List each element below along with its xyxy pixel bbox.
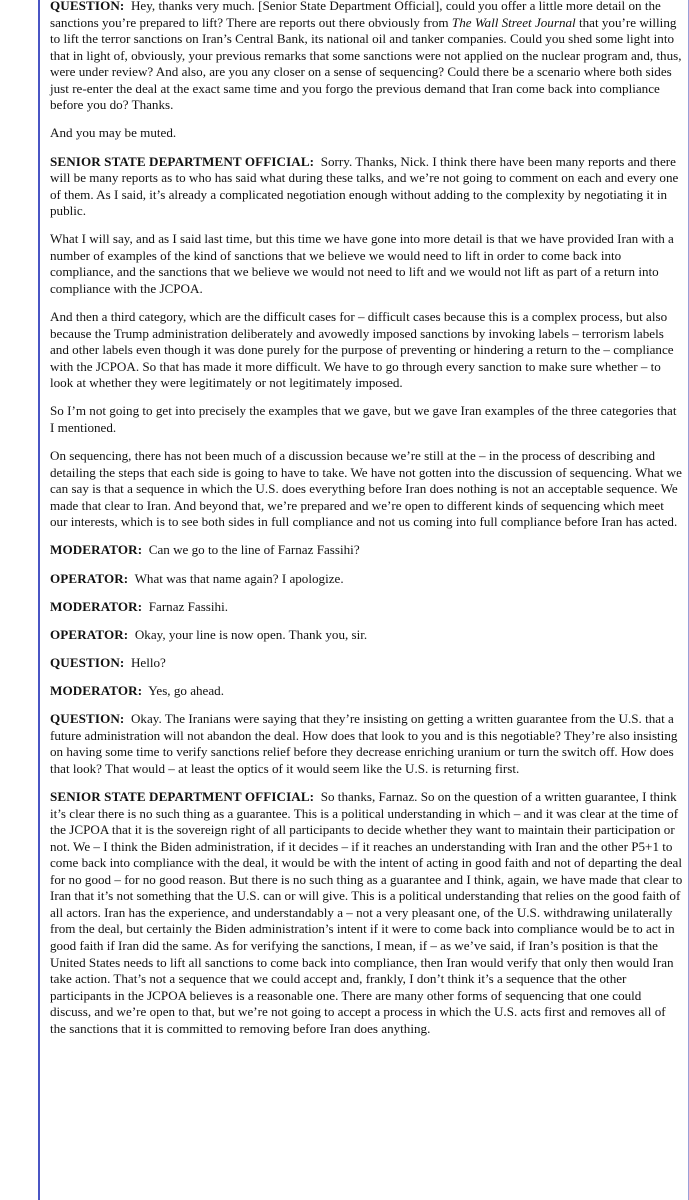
paragraph-text: What I will say, and as I said last time, but this time we have gone into more detail is that we have provided Iran with a number of examples of the kind of sanctions that we believe we would need to lift in order to come back into compliance, and the sanctions that we believe we would not need to lift and we would not lift as part of a return into compliance with the JCPOA. <box>50 231 674 296</box>
speaker-label: QUESTION: <box>50 0 125 13</box>
paragraph-text: So thanks, Farnaz. So on the question of a written guarantee, I think it’s clear there is no such thing as a guarantee. This is a political understanding in which – and it was clear at the time of the JCPOA that it is the sovereign right of all participants to decide whether they want to maintain their participation or not. We – I think the Biden administration, if it decides – if it reaches an understanding with Iran and the other P5+1 to come back into compliance with the deal, it would be with the intent of acting in good faith and not of departing the deal for no good – for no good reason. But there is no such thing as a guarantee and I think, again, we have made that clear to Iran that it’s not something that the U.S. can or will give. This is a political understanding that relies on the good faith of all actors. Iran has the experience, and understandably a – not a very pleasant one, of the U.S. withdrawing unilaterally from the deal, but certainly the Biden administration’s intent if it were to come back into compliance would be to act in good faith if Iran did the same. As for verifying the sanctions, I mean, if – as we’ve said, if Iran’s position is that the United States needs to lift all sanctions to come back into compliance, then Iran would verify that only then would Iran take action. That’s not a sequence that we could accept and, frankly, I don’t think it’s a sequence that the other participants in the JCPOA believes is a reasonable one. There are many other forms of sequencing that one could discuss, and we’re open to that, but we’re not going to accept a process in which the U.S. acts first and removes all of the sanctions that it is committed to removing before Iran does anything. <box>50 789 683 1036</box>
speaker-label: MODERATOR: <box>50 683 143 699</box>
transcript-paragraph <box>50 448 684 531</box>
transcript-paragraph <box>50 599 684 616</box>
transcript-page <box>50 0 684 1049</box>
paragraph-text: Okay. The Iranians were saying that they’re insisting on getting a written guarantee from the U.S. that a future administration will not abandon the deal. How does that look to you and is this negotiable? They’re also insisting on having some time to verify sanctions relief before they decrease enriching uranium or turn the switch off. How does that look? That would – at least the optics of it would seem like the U.S. is returning first. <box>50 711 678 776</box>
speaker-label: MODERATOR: <box>50 542 143 558</box>
transcript-paragraph <box>50 789 684 1037</box>
transcript-paragraph <box>50 683 684 700</box>
paragraph-text: On sequencing, there has not been much of a discussion because we’re still at the – in the process of describing and detailing the steps that each side is going to have to take. We have not gotten into the discussion of sequencing. What we can say is that a sequence in which the U.S. does everything before Iran does nothing is not an acceptable sequence. We made that clear to Iran. And beyond that, we’re prepared and we’re open to different kinds of sequencing which meet our interests, which is to see both sides in full compliance and not us coming into full compliance before Iran has acted. <box>50 448 682 530</box>
speaker-label: MODERATOR: <box>50 598 143 614</box>
transcript-paragraph <box>50 627 684 644</box>
speaker-label: OPERATOR: <box>50 570 129 586</box>
transcript-paragraph <box>50 309 684 392</box>
transcript-paragraph <box>50 655 684 672</box>
paragraph-text: Yes, go ahead. <box>148 683 225 699</box>
paragraph-text: Okay, your line is now open. Thank you, sir. <box>134 626 368 642</box>
paragraph-text: Sorry. Thanks, Nick. I think there have been many reports and there will be many reports as to who has said what during these talks, and we’re not going to comment on each and every one of them. As I said, it’s already a complicated negotiation enough without adding to the complexity by negotiating it in public. <box>50 153 679 219</box>
speaker-label: SENIOR STATE DEPARTMENT OFFICIAL: <box>50 153 315 169</box>
transcript-paragraph <box>50 542 684 559</box>
paragraph-text: And then a third category, which are the difficult cases for – difficult cases because this is a complex process, but also because the Trump administration deliberately and avowedly imposed sanctions by invoking labels – terrorism labels and other labels even though it was done purely for the purpose of preventing or hindering a return to the – compliance with the JCPOA. So that has made it more difficult. We have to go through every sanction to make sure whether – to look at whether they were legitimately or not legitimately imposed. <box>50 309 674 391</box>
paragraph-text: Hello? <box>130 655 166 671</box>
paragraph-text: that you’re willing to lift the terror sanctions on Iran’s Central Bank, its national oil and tanker companies. Could you shed some light into that in light of, obviously, your previous remarks that some sanctions were not applied on the nuclear program and, thus, were under review? And also, are you any closer on a sense of sequencing? Could there be a scenario where both sides just re-enter the deal at the exact same time and you forgo the previous demand that Iran come back into compliance before you do? Thanks. <box>50 14 682 113</box>
transcript-paragraph <box>50 571 684 588</box>
paragraph-text: And you may be muted. <box>50 125 177 141</box>
speaker-label: QUESTION: <box>50 655 125 671</box>
paragraph-text: Farnaz Fassihi. <box>148 598 228 614</box>
transcript-paragraph <box>50 0 684 114</box>
transcript-paragraph <box>50 125 684 142</box>
left-margin-rule <box>38 0 40 1200</box>
paragraph-text: Can we go to the line of Farnaz Fassihi? <box>148 542 360 558</box>
transcript-paragraph <box>50 711 684 777</box>
transcript-paragraph <box>50 403 684 436</box>
speaker-label: SENIOR STATE DEPARTMENT OFFICIAL: <box>50 789 315 805</box>
transcript-paragraph <box>50 231 684 297</box>
transcript-paragraph <box>50 154 684 220</box>
publication-title: The Wall Street Journal <box>451 14 576 30</box>
paragraph-text: Hey, thanks very much. [Senior State Department Official], could you offer a little more detail on the sanctions you’re prepared to lift? There are reports out there obviously from <box>50 0 661 30</box>
paragraph-text: So I’m not going to get into precisely the examples that we gave, but we gave Iran examples of the three categories that I mentioned. <box>50 403 677 435</box>
speaker-label: OPERATOR: <box>50 626 129 642</box>
speaker-label: QUESTION: <box>50 711 125 727</box>
paragraph-text: What was that name again? I apologize. <box>134 570 344 586</box>
